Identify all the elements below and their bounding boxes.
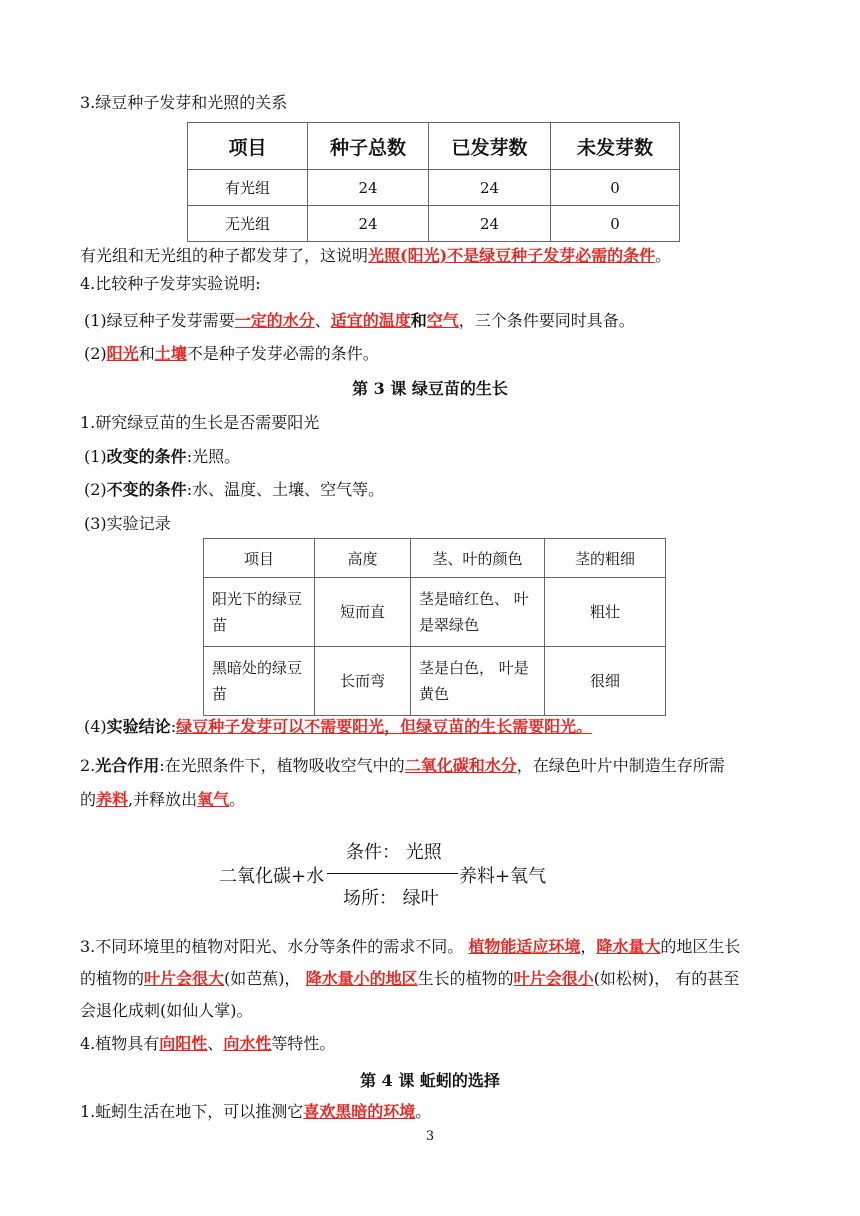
key-phrase: 适宜的温度 (330, 311, 411, 330)
formula-products: 养料+氧气 (459, 866, 547, 887)
text: 和 (138, 344, 155, 363)
key-phrase: 喜欢黑暗的环境 (303, 1102, 416, 1121)
key-phrase: 二氧化碳和水分 (404, 756, 517, 775)
key-phrase: 向阳性 (159, 1034, 208, 1053)
table-cell: 茎是白色， 叶是黄色 (411, 647, 545, 716)
table-cell: 短而直 (315, 578, 411, 647)
text: ，三个条件要同时具备。 (458, 311, 635, 330)
seedling-table (203, 538, 666, 716)
photosynthesis-line-1 (80, 755, 725, 777)
text: (4) (84, 717, 107, 736)
key-phrase: 叶片会很大 (144, 969, 225, 988)
text: (如芭蕉)， (224, 969, 306, 988)
key-phrase: 降水量大 (596, 937, 661, 956)
text: 等特性。 (271, 1034, 336, 1053)
label: 不变的条件 (106, 480, 187, 499)
text: 生长的植物的 (417, 969, 514, 988)
text: ,并释放出 (128, 790, 198, 809)
text: 1.蚯蚓生活在地下，可以推测它 (80, 1102, 304, 1121)
label: 改变的条件 (106, 447, 187, 466)
key-phrase: 向水性 (223, 1034, 272, 1053)
text: 、 (207, 1034, 224, 1053)
text: 和 (410, 311, 427, 330)
table-cell: 粗壮 (545, 578, 666, 647)
table-cell: 黑暗处的绿豆苗 (204, 647, 315, 716)
table-header-cell: 高度 (315, 539, 411, 578)
text: (1) (84, 447, 107, 466)
table-header-cell: 项目 (188, 123, 308, 170)
text: ， (580, 937, 597, 956)
table-header-row (204, 539, 666, 578)
table-cell: 很细 (545, 647, 666, 716)
key-phrase: 养料 (96, 790, 129, 809)
table-cell: 茎是暗红色、 叶是翠绿色 (411, 578, 545, 647)
section-heading-compare: 4.比较种子发芽实验说明: (80, 274, 261, 293)
table-header-row (188, 123, 680, 170)
condition-line-1 (84, 310, 635, 332)
text: 不是种子发芽必需的条件。 (186, 344, 379, 363)
lesson-4-title: 第 4 课 蚯蚓的选择 (360, 1071, 500, 1090)
table-header-cell: 种子总数 (308, 123, 429, 170)
table-cell: 阳光下的绿豆苗 (204, 578, 315, 647)
text: :光照。 (186, 447, 241, 466)
table-cell: 24 (429, 170, 551, 206)
formula-reactants: 二氧化碳+水 (219, 866, 325, 887)
table-cell: 24 (308, 206, 429, 242)
formula-condition: 条件： 光照 (346, 842, 442, 863)
text: : (170, 717, 177, 736)
table-header-cell: 未发芽数 (551, 123, 680, 170)
table-cell: 无光组 (188, 206, 308, 242)
germination-table (187, 122, 680, 242)
table-cell: 0 (551, 170, 680, 206)
text: 。 (415, 1102, 432, 1121)
label: 光合作用 (95, 756, 160, 775)
plant-traits (80, 1033, 335, 1055)
key-phrase: 降水量小的地区 (305, 969, 418, 988)
table-cell: 有光组 (188, 170, 308, 206)
text: :水、温度、土壤、空气等。 (186, 480, 385, 499)
formula-place: 场所： 绿叶 (343, 888, 439, 909)
conclusion-line (80, 245, 671, 267)
text: (如松树)， 有的甚至 (593, 969, 740, 988)
text: ，在绿色叶片中制造生存所需 (516, 756, 725, 775)
record-heading: (3)实验记录 (84, 514, 171, 533)
page-number: 3 (425, 1129, 435, 1144)
environment-line-1 (80, 936, 740, 958)
section-heading-sunlight: 1.研究绿豆苗的生长是否需要阳光 (80, 413, 320, 432)
table-row (188, 170, 680, 206)
table-cell: 24 (308, 170, 429, 206)
text: (1)绿豆种子发芽需要 (84, 311, 235, 330)
text: (2) (84, 480, 107, 499)
key-phrase: 空气 (426, 311, 459, 330)
key-phrase: 土壤 (154, 344, 187, 363)
unchanged-condition (84, 479, 384, 501)
key-phrase: 光照(阳光)不是绿豆种子发芽必需的条件 (368, 246, 656, 265)
text: 2. (80, 756, 96, 775)
experiment-conclusion (84, 716, 592, 738)
photosynthesis-line-2 (80, 789, 245, 811)
key-phrase: 绿豆种子发芽可以不需要阳光，但绿豆苗的生长需要阳光。 (176, 717, 593, 736)
section-heading-germination-light: 3.绿豆种子发芽和光照的关系 (80, 93, 288, 112)
table-cell: 长而弯 (315, 647, 411, 716)
key-phrase: 植物能适应环境 (468, 937, 581, 956)
key-phrase: 阳光 (106, 344, 139, 363)
table-header-cell: 茎的粗细 (545, 539, 666, 578)
key-phrase: 叶片会很小 (513, 969, 594, 988)
text: :在光照条件下，植物吸收空气中的 (159, 756, 405, 775)
condition-line-2 (84, 343, 379, 365)
text: 3.不同环境里的植物对阳光、水分等条件的需求不同。 (80, 937, 469, 956)
table-row (188, 206, 680, 242)
table-header-cell: 茎、叶的颜色 (411, 539, 545, 578)
earthworm-line (80, 1101, 431, 1123)
text: (2) (84, 344, 107, 363)
table-cell: 0 (551, 206, 680, 242)
table-header-cell: 项目 (204, 539, 315, 578)
environment-line-2 (80, 968, 739, 990)
lesson-3-title: 第 3 课 绿豆苗的生长 (352, 379, 508, 398)
text: 的 (80, 790, 97, 809)
key-phrase: 氧气 (197, 790, 230, 809)
text: 的地区生长 (660, 937, 741, 956)
table-row (204, 647, 666, 716)
text: 的植物的 (80, 969, 145, 988)
key-phrase: 一定的水分 (234, 311, 315, 330)
table-row (204, 578, 666, 647)
table-header-cell: 已发芽数 (429, 123, 551, 170)
text: 、 (314, 311, 331, 330)
text: 有光组和无光组的种子都发芽了，这说明 (80, 246, 369, 265)
formula-arrow-line (327, 873, 458, 874)
text: 。 (655, 246, 672, 265)
text: 。 (229, 790, 246, 809)
text: 4.植物具有 (80, 1034, 160, 1053)
table-cell: 24 (429, 206, 551, 242)
changed-condition (84, 446, 240, 468)
environment-line-3: 会退化成刺(如仙人掌)。 (80, 1001, 253, 1020)
label: 实验结论 (106, 717, 171, 736)
